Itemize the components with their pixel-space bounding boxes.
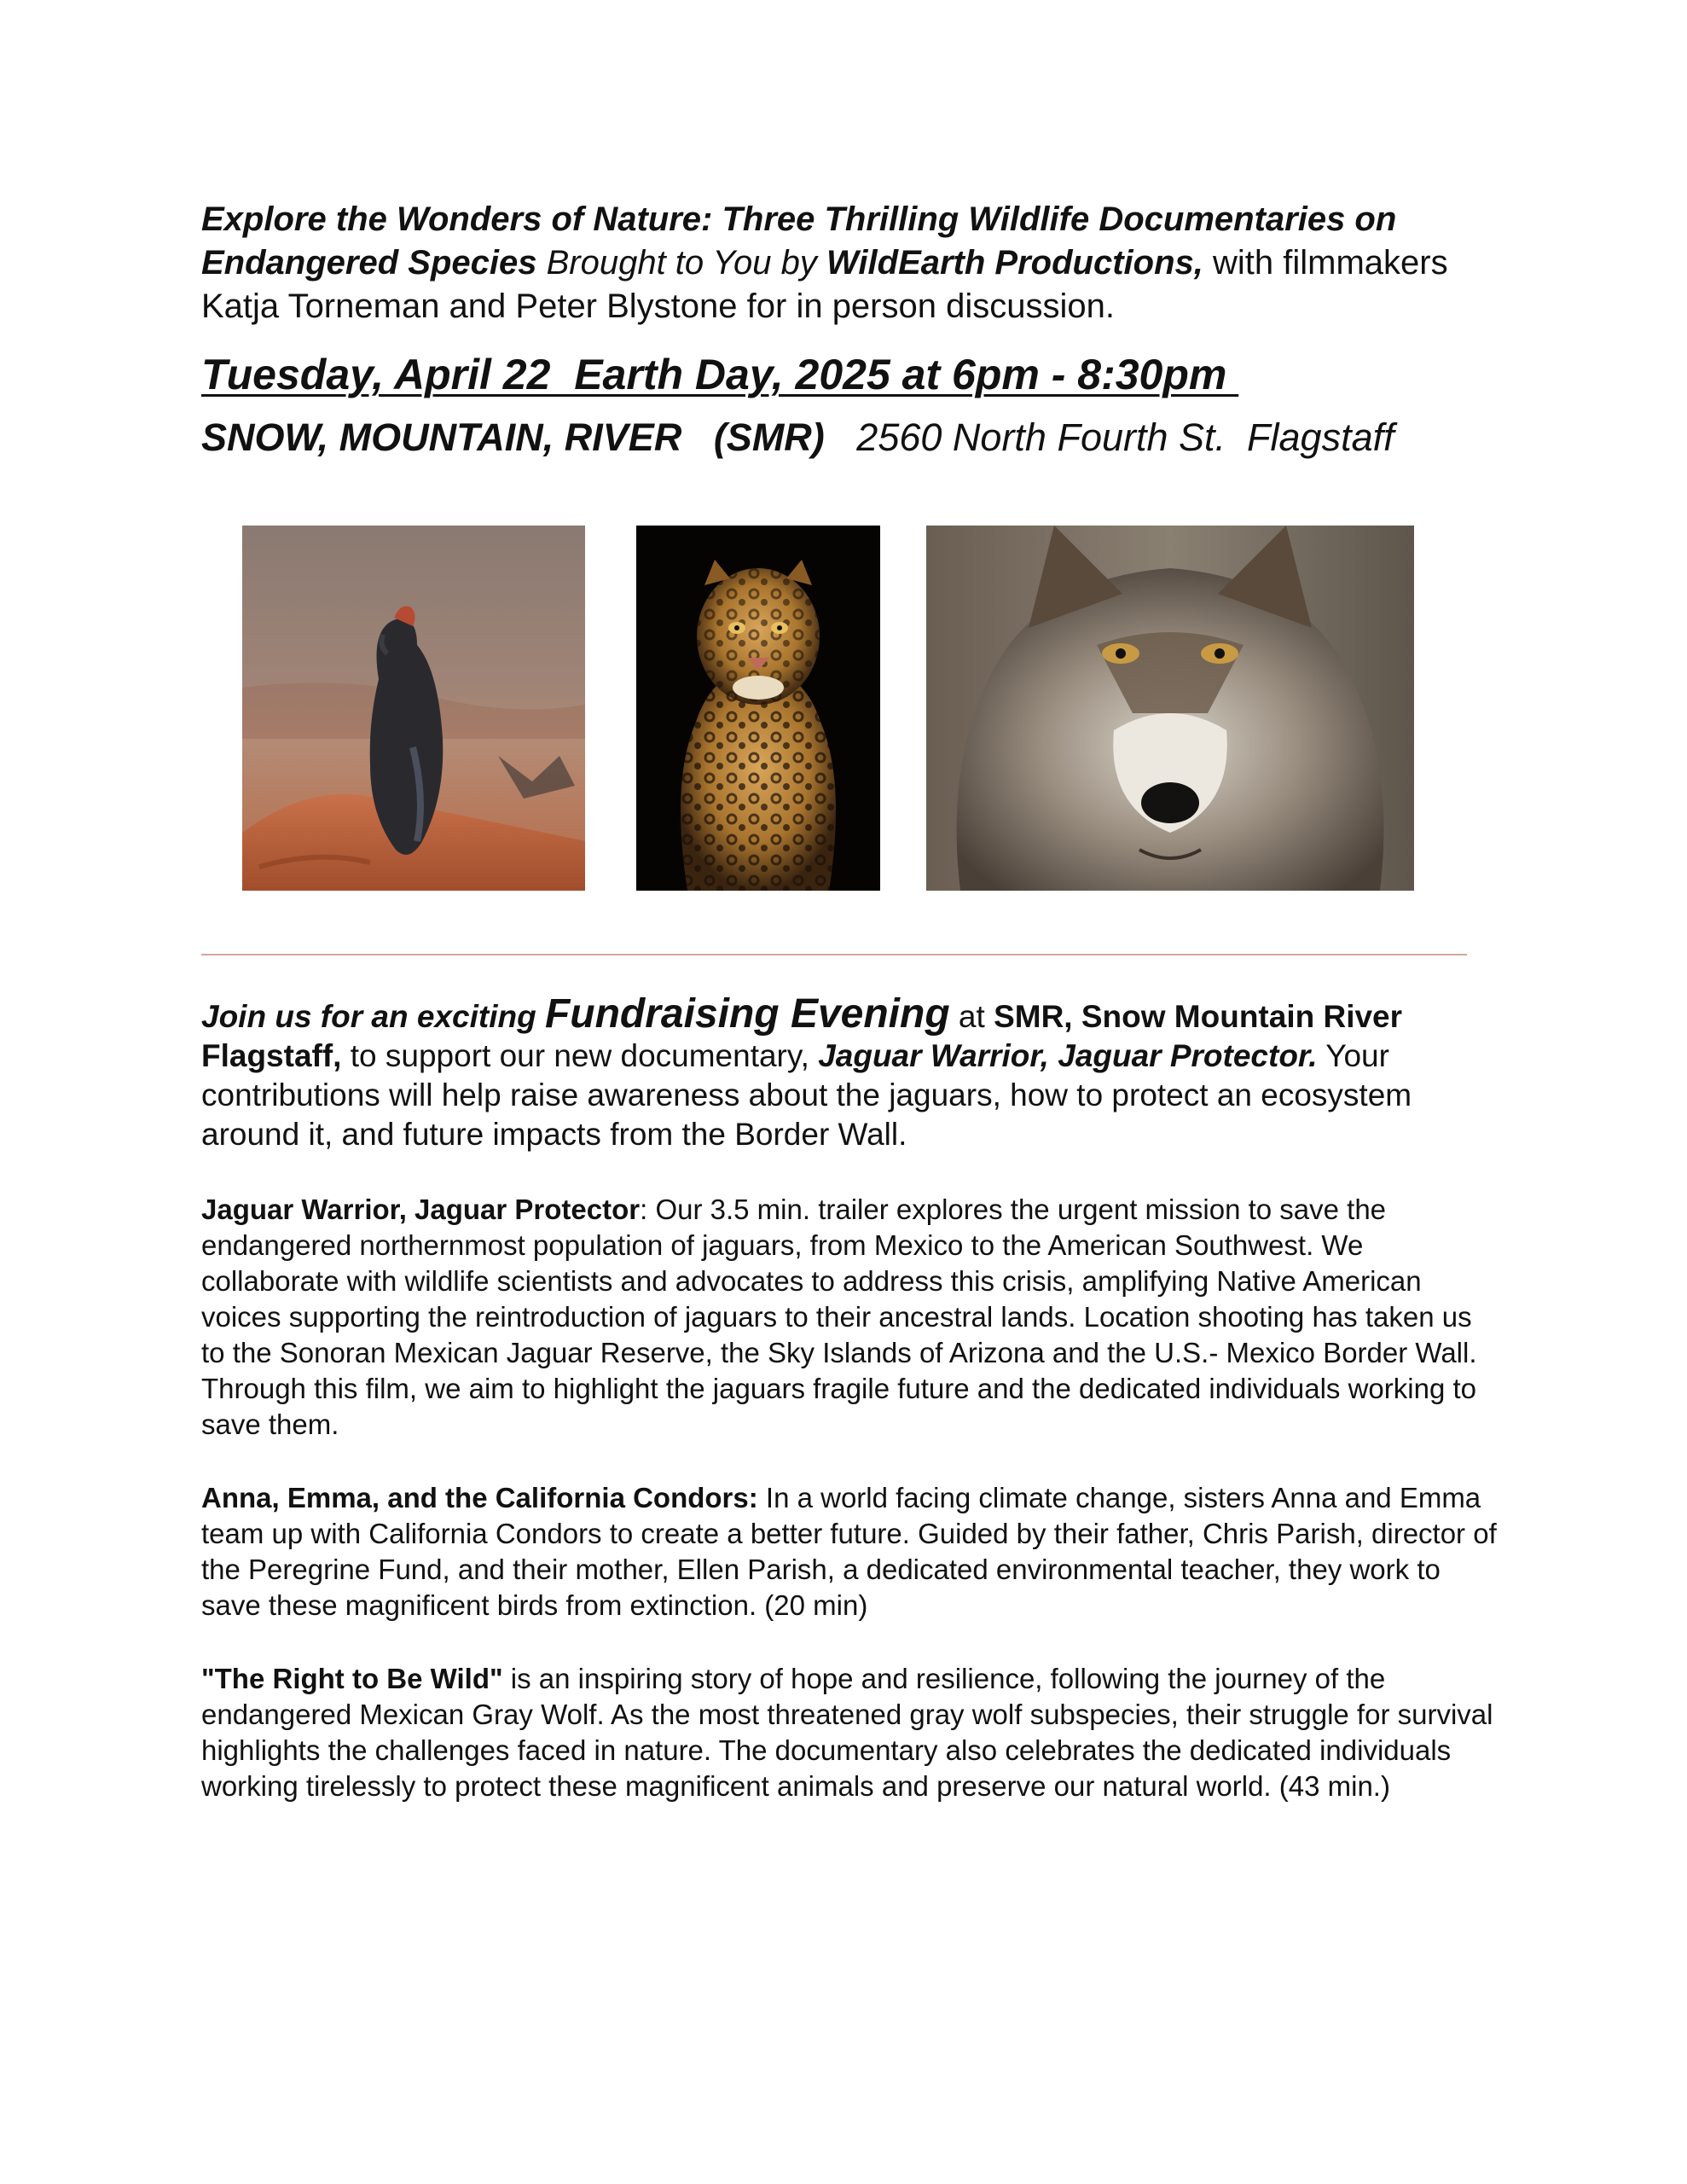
section-divider bbox=[201, 954, 1467, 956]
intro-rest: Your contributions will help raise awareness about the jaguars, how to protect an ecosystem around it, and future impacts from the Border Wall. bbox=[201, 1038, 1412, 1152]
flyer-body bbox=[201, 991, 1498, 1804]
intro-at: at bbox=[949, 999, 994, 1034]
film-description-condors bbox=[201, 1480, 1498, 1623]
jaguar-photo bbox=[636, 526, 880, 891]
film-description-wolf bbox=[201, 1661, 1498, 1804]
header-title: Explore the Wonders of Nature: Three Thrilling Wildlife Documentaries on Endangered Species bbox=[201, 200, 1397, 282]
condor-photo bbox=[242, 526, 585, 891]
venue-address: 2560 North Fourth St. Flagstaff bbox=[824, 415, 1394, 459]
venue-name: SNOW, MOUNTAIN, RIVER (SMR) bbox=[201, 415, 825, 459]
header-paragraph bbox=[201, 198, 1498, 328]
film-title: Jaguar Warrior, Jaguar Protector bbox=[201, 1194, 641, 1225]
film-title: Anna, Emma, and the California Condors: bbox=[201, 1482, 758, 1513]
header-producer: WildEarth Productions, bbox=[826, 244, 1203, 282]
event-venue-line bbox=[201, 414, 1498, 462]
header-filmmakers: with filmmakers Katja Torneman and Peter Blystone for in person discussion. bbox=[201, 244, 1448, 325]
header-brought-by: Brought to You by bbox=[536, 244, 826, 282]
film-text: : Our 3.5 min. trailer explores the urgent mission to save the endangered northernmost population of jaguars, from Mexico to the American Southwest. We collaborate with wildlife scientists and advocates to address this crisis, amplifying Native American voices supporting the reintroduction of jaguars to their ancestral lands. Location shooting has taken us to the Sonoran Mexican Jaguar Reserve, the Sky Islands of Arizona and the U.S.- Mexico Border Wall. Through this film, we aim to highlight the jaguars fragile future and the dedicated individuals working to save them. bbox=[201, 1194, 1477, 1440]
intro-middle: to support our new documentary, bbox=[341, 1038, 819, 1073]
wolf-photo bbox=[926, 526, 1414, 891]
event-date-line: Tuesday, April 22 Earth Day, 2025 at 6pm - 8:30pm bbox=[201, 351, 1239, 398]
intro-film-title: Jaguar Warrior, Jaguar Protector. bbox=[818, 1038, 1318, 1073]
intro-venue: SMR, Snow Mountain River Flagstaff, bbox=[201, 999, 1403, 1073]
flyer-header bbox=[201, 198, 1498, 462]
film-title: "The Right to Be Wild" bbox=[201, 1663, 503, 1694]
film-description-jaguar bbox=[201, 1192, 1498, 1443]
film-text: is an inspiring story of hope and resilience, following the journey of the endangered Mexican Gray Wolf. As the most threatened gray wolf subspecies, their struggle for survival highlights the challenges faced in nature. The documentary also celebrates the dedicated individuals working tirelessly to protect these magnificent animals and preserve our natural world. (43 min.) bbox=[201, 1663, 1493, 1802]
photo-row bbox=[0, 526, 1687, 891]
film-text: In a world facing climate change, sisters Anna and Emma team up with California Condors to create a better future. Guided by their father, Chris Parish, director of the Peregrine Fund, and their mother, Ellen Parish, a dedicated environmental teacher, they work to save these magnificent birds from extinction. (20 min) bbox=[201, 1482, 1497, 1621]
intro-lead: Join us for an exciting bbox=[201, 999, 545, 1034]
intro-fundraising-evening: Fundraising Evening bbox=[544, 991, 950, 1037]
fundraising-intro bbox=[201, 991, 1498, 1154]
